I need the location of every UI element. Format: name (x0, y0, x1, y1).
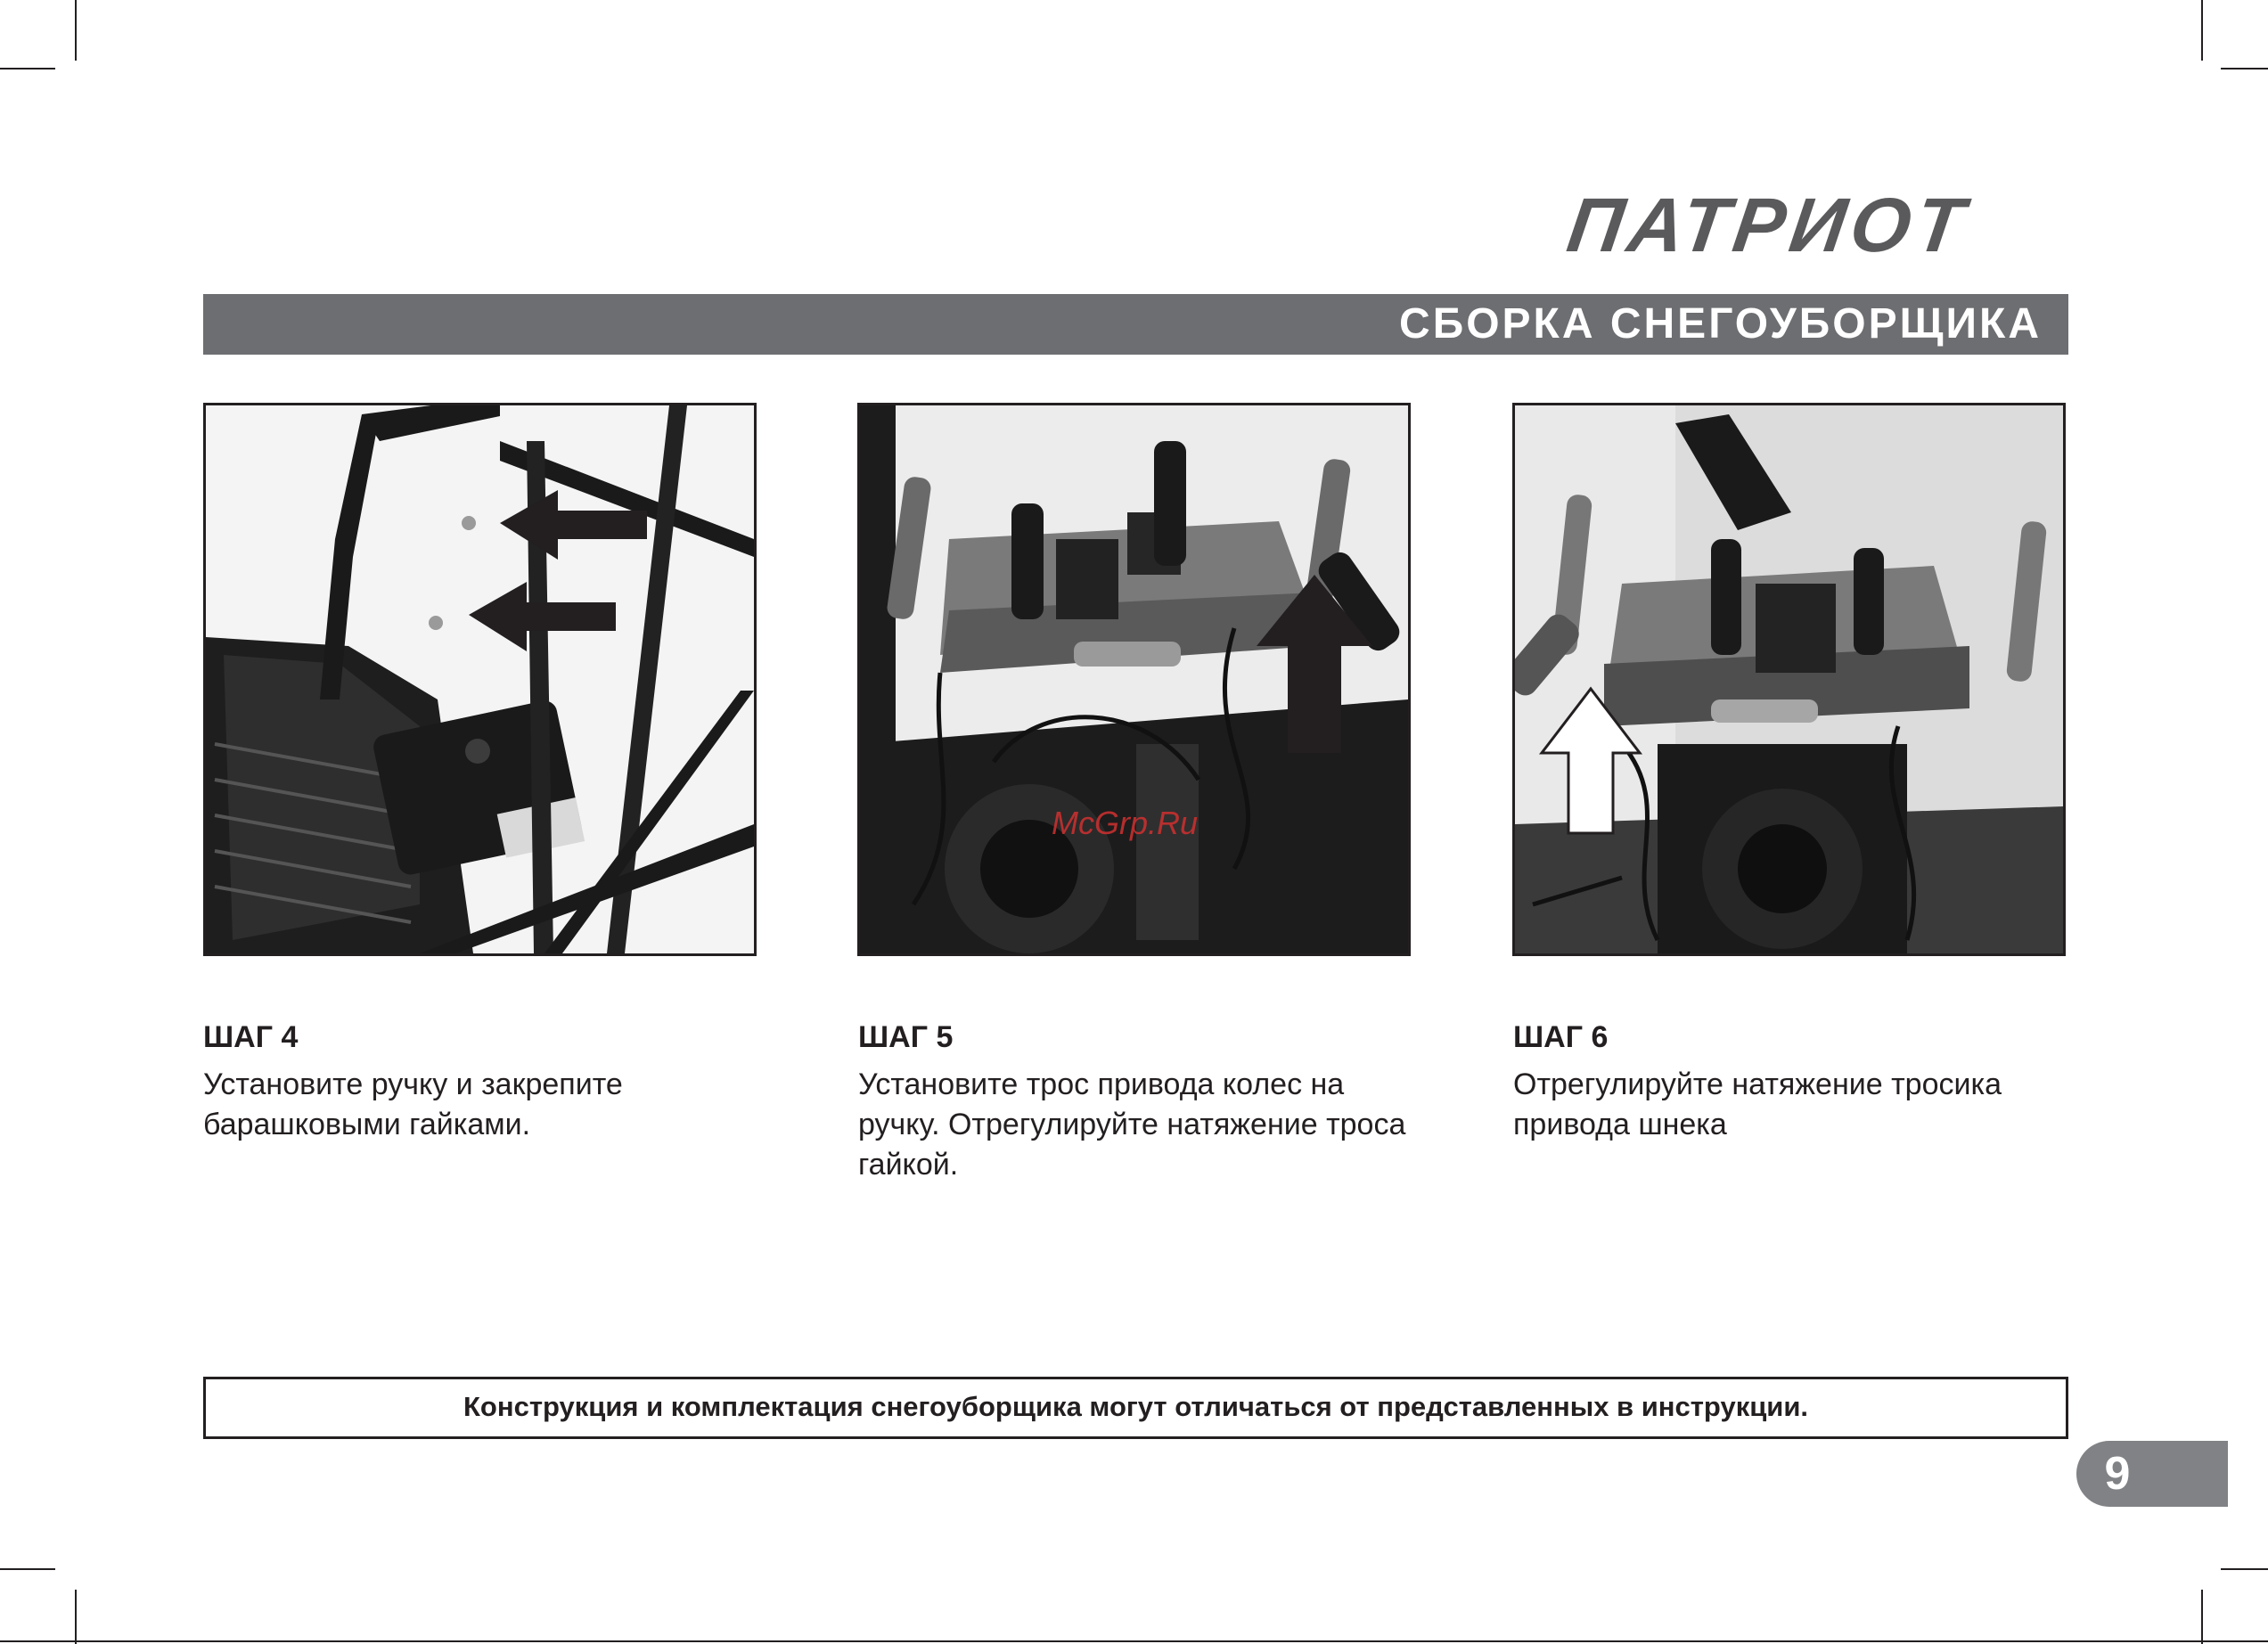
step5-line: Установите трос привода колес на (858, 1067, 1345, 1101)
crop-mark (75, 1590, 77, 1644)
crop-mark (2201, 0, 2203, 61)
step4-description (203, 1065, 756, 1145)
step6-line: привода шнека (1513, 1108, 1727, 1141)
step4-line: Установите ручку и закрепите (203, 1067, 623, 1101)
step6-photo (1512, 403, 2066, 956)
section-header (203, 294, 2068, 355)
step5-photo (857, 403, 1411, 956)
step6-description (1513, 1065, 2066, 1145)
crop-line (0, 1640, 2268, 1642)
disclaimer-note: Конструкция и комплектация снегоуборщика могут отличаться от представленных в инструкции. (203, 1377, 2068, 1439)
step6-title: ШАГ 6 (1513, 1020, 1609, 1054)
crop-mark (2221, 1568, 2268, 1570)
page-number: 9 (2104, 1448, 2131, 1500)
crop-mark (2221, 68, 2268, 70)
watermark: McGrp.Ru (1052, 805, 1199, 841)
step4-photo (203, 403, 757, 956)
crop-mark (75, 0, 77, 61)
step4-line: барашковыми гайками. (203, 1108, 531, 1141)
brand-logo: ПАТРИОТ (1562, 183, 1975, 268)
section-title: СБОРКА СНЕГОУБОРЩИКА (1399, 300, 2042, 348)
step6-line: Отрегулируйте натяжение тросика (1513, 1067, 2002, 1101)
step5-description (858, 1065, 1411, 1185)
crop-mark (2201, 1590, 2203, 1644)
crop-mark (0, 68, 55, 70)
step4-title: ШАГ 4 (203, 1020, 299, 1054)
step5-line: гайкой. (858, 1148, 959, 1182)
step5-title: ШАГ 5 (858, 1020, 954, 1054)
page-number-tab (2076, 1441, 2228, 1507)
step5-line: ручку. Отрегулируйте натяжение троса (858, 1108, 1406, 1141)
crop-mark (0, 1568, 55, 1570)
